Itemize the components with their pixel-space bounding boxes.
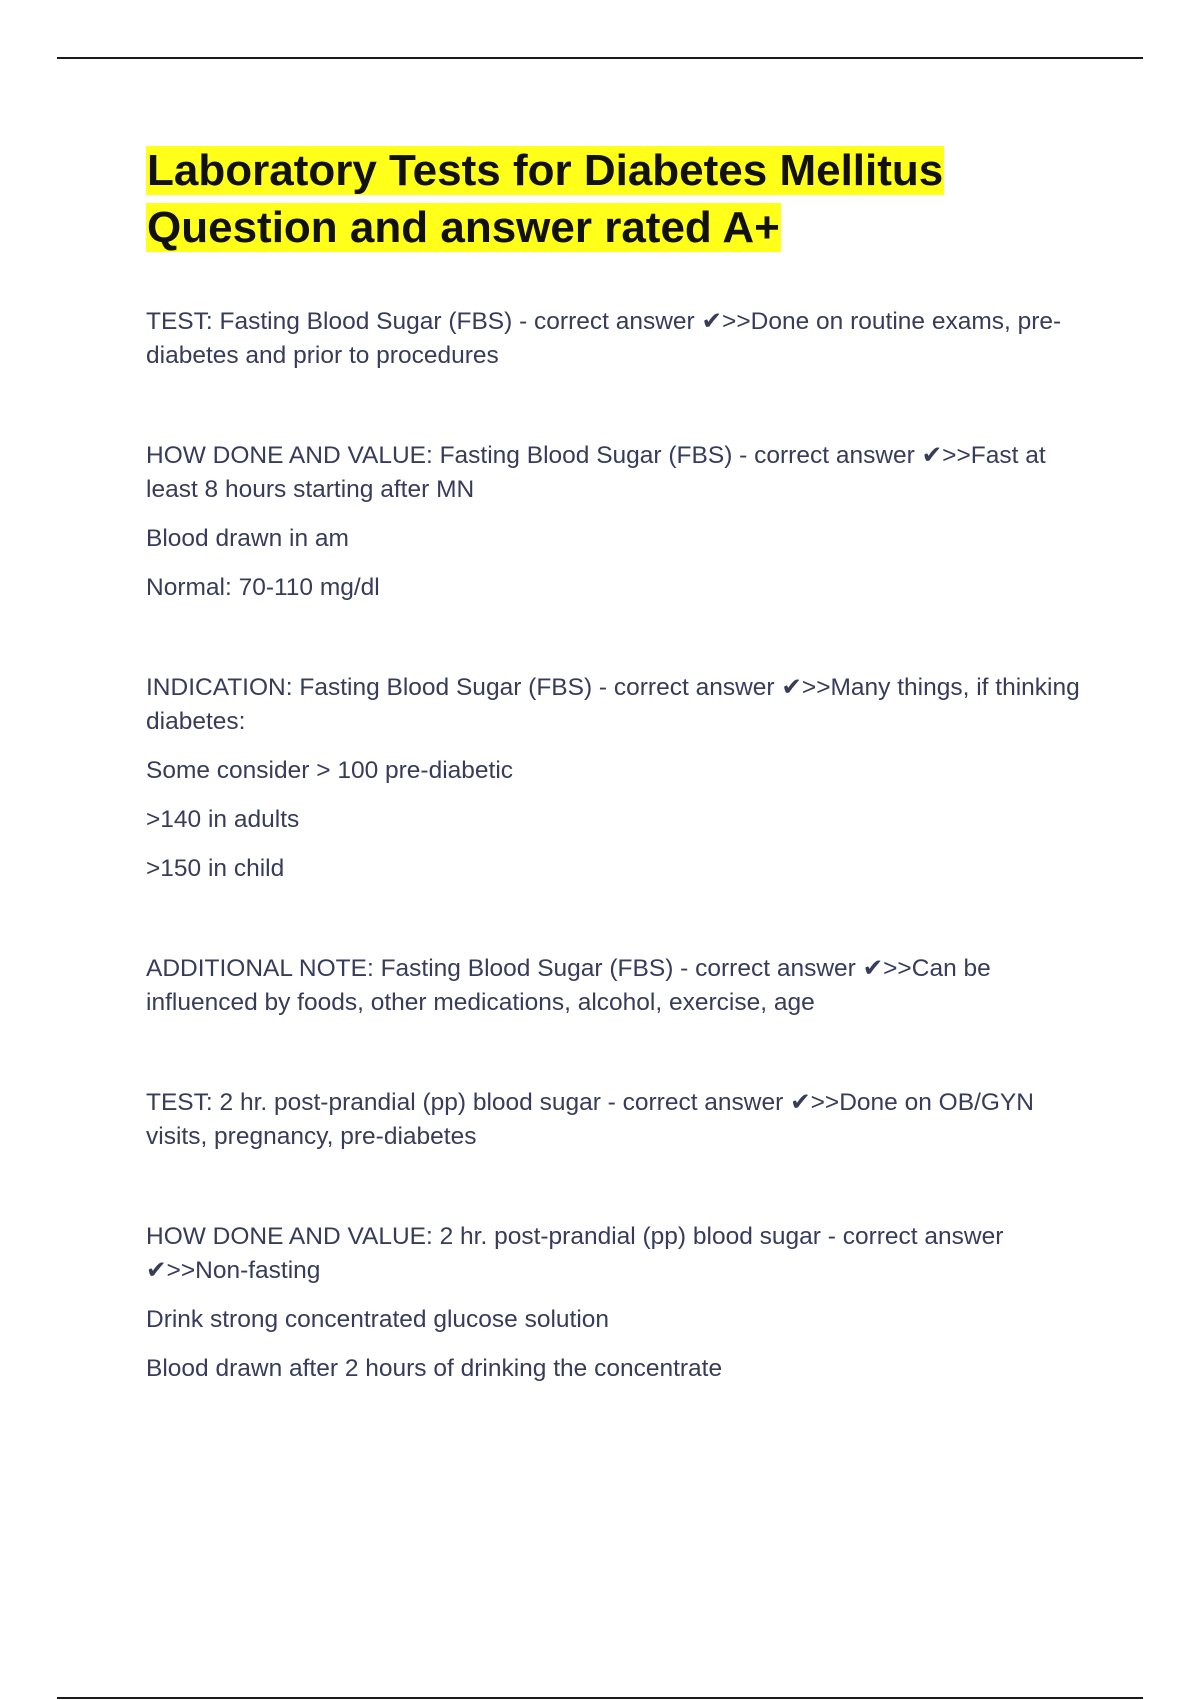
qa-entry — [146, 952, 1086, 1020]
qa-entry-detail: >140 in adults — [146, 806, 300, 833]
qa-entry-detail: >150 in child — [146, 855, 285, 882]
qa-entry-main: TEST: Fasting Blood Sugar (FBS) - correct answer ✔>>Done on routine exams, pre-diabetes and prior to procedures — [146, 308, 1062, 369]
qa-entry-main: HOW DONE AND VALUE: Fasting Blood Sugar (FBS) - correct answer ✔>>Fast at least 8 hours starting after MN — [146, 442, 1046, 503]
qa-entry — [146, 439, 1086, 605]
qa-entry-main: INDICATION: Fasting Blood Sugar (FBS) - correct answer ✔>>Many things, if thinking diabetes: — [146, 674, 1080, 735]
qa-entry-detail: Some consider > 100 pre-diabetic — [146, 757, 514, 784]
qa-entry-detail: Normal: 70-110 mg/dl — [146, 574, 380, 601]
document-title — [146, 142, 1086, 256]
qa-entry-detail: Drink strong concentrated glucose solution — [146, 1306, 610, 1333]
qa-entry-detail: Blood drawn in am — [146, 525, 349, 552]
qa-entry — [146, 1086, 1086, 1154]
title-line-2: Question and answer rated A+ — [147, 203, 780, 252]
document-body — [146, 142, 1086, 1386]
qa-entry — [146, 671, 1086, 886]
qa-entry-detail: Blood drawn after 2 hours of drinking the concentrate — [146, 1355, 723, 1382]
qa-entry-main: TEST: 2 hr. post-prandial (pp) blood sugar - correct answer ✔>>Done on OB/GYN visits, pregnancy, pre-diabetes — [146, 1089, 1034, 1150]
qa-entry — [146, 305, 1086, 373]
qa-entry — [146, 1220, 1086, 1386]
bottom-rule — [57, 1697, 1143, 1699]
title-line-1: Laboratory Tests for Diabetes Mellitus — [147, 146, 944, 195]
qa-entry-main: ADDITIONAL NOTE: Fasting Blood Sugar (FBS) - correct answer ✔>>Can be influenced by foods, other medications, alcohol, exercise, age — [146, 955, 991, 1016]
top-rule — [57, 57, 1143, 59]
qa-entry-main: HOW DONE AND VALUE: 2 hr. post-prandial (pp) blood sugar - correct answer ✔>>Non-fasting — [146, 1223, 1004, 1284]
